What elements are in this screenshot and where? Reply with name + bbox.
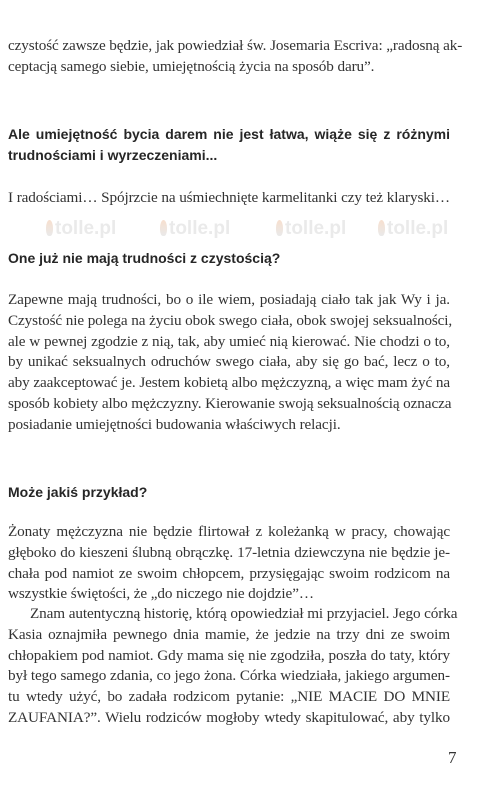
text-line: czystość zawsze będzie, jak powiedział św. Josemaria Escriva: „radosną ak- — [8, 37, 463, 54]
page-number: 7 — [448, 748, 457, 767]
text-line: był tego samego zdania, co jego żona. Córka wiedziała, jakiego argumen- — [8, 667, 450, 685]
question-1 — [0, 124, 500, 166]
paragraph-5 — [0, 604, 500, 729]
text-line: głęboko do kieszeni ślubną obrączkę. 17-letnia dziewczyna nie będzie je- — [8, 543, 450, 561]
candle-icon — [160, 220, 167, 236]
text-line: sposób kobiety albo mężczyzny. Kierowanie swoją seksualnością oznacza — [8, 394, 452, 412]
watermark-logo: tolle.pl — [276, 218, 346, 240]
question-line: One już nie mają trudności z czystością? — [8, 250, 281, 266]
question-line: trudnościami i wyrzeczeniami... — [8, 146, 218, 163]
candle-icon — [46, 220, 53, 236]
text-line: Żonaty mężczyzna nie będzie flirtował z koleżanką w pracy, chowając — [8, 523, 450, 540]
paragraph-3 — [0, 290, 500, 436]
question-line: Ale umiejętność bycia darem nie jest łatwa, wiąże się z różnymi — [8, 126, 450, 142]
text-line: wszystkie świętości, że „do niczego nie dojdzie”… — [8, 585, 314, 603]
watermark-logo: tolle.pl — [160, 218, 230, 240]
watermark-logo: tolle.pl — [46, 218, 116, 240]
watermark-logo: tolle.pl — [378, 218, 448, 240]
text-line: Kasia oznajmiła pewnego dnia mamie, że jedzie na trzy dni ze swoim — [8, 625, 450, 643]
question-2 — [0, 248, 500, 269]
candle-icon — [276, 220, 283, 236]
paragraph-4 — [0, 522, 500, 605]
question-3 — [0, 482, 500, 503]
text-line: by unikać seksualnych odruchów swego ciała, aby się go bać, lecz o to, — [8, 353, 450, 371]
text-line: aby zaakceptować je. Jestem kobietą albo mężczyzną, a więc mam żyć na — [8, 374, 450, 392]
candle-icon — [378, 220, 385, 236]
text-line: ZAUFANIA?”. Wielu rodziców mogłoby wtedy skapitulować, aby tylko — [8, 708, 450, 726]
text-line: chała pod namiot ze swoim chłopcem, przysięgając swoim rodzicom na — [8, 564, 450, 582]
text-line: Zapewne mają trudności, bo o ile wiem, posiadają ciało tak jak Wy i ja. — [8, 291, 450, 308]
text-line: tu wtedy użyć, bo zadała rodzicom pytanie: „NIE MACIE DO MNIE — [8, 688, 450, 706]
text-line: Znam autentyczną historię, którą opowiedział mi przyjaciel. Jego córka — [30, 605, 458, 622]
text-line: chłopakiem pod namiot. Gdy mama się nie zgodziła, poszła do taty, który — [8, 646, 450, 664]
question-line: Może jakiś przykład? — [8, 484, 148, 500]
text-line: ale w pewnej zgodzie z nią, tak, aby umieć nią kierować. Nie chodzi o to, — [8, 332, 450, 350]
text-line: Czystość nie polega na życiu obok swego ciała, obok swojej seksualności, — [8, 311, 453, 329]
text-line: ceptacją samego siebie, umiejętnością życia na sposób daru”. — [8, 57, 375, 75]
paragraph-1 — [0, 36, 500, 78]
text-line: I radościami… Spójrzcie na uśmiechnięte karmelitanki czy też klaryski… — [8, 189, 450, 206]
text-line: posiadanie umiejętności budowania właściwych relacji. — [8, 415, 341, 433]
paragraph-2 — [0, 188, 500, 209]
watermark-row — [0, 218, 500, 246]
